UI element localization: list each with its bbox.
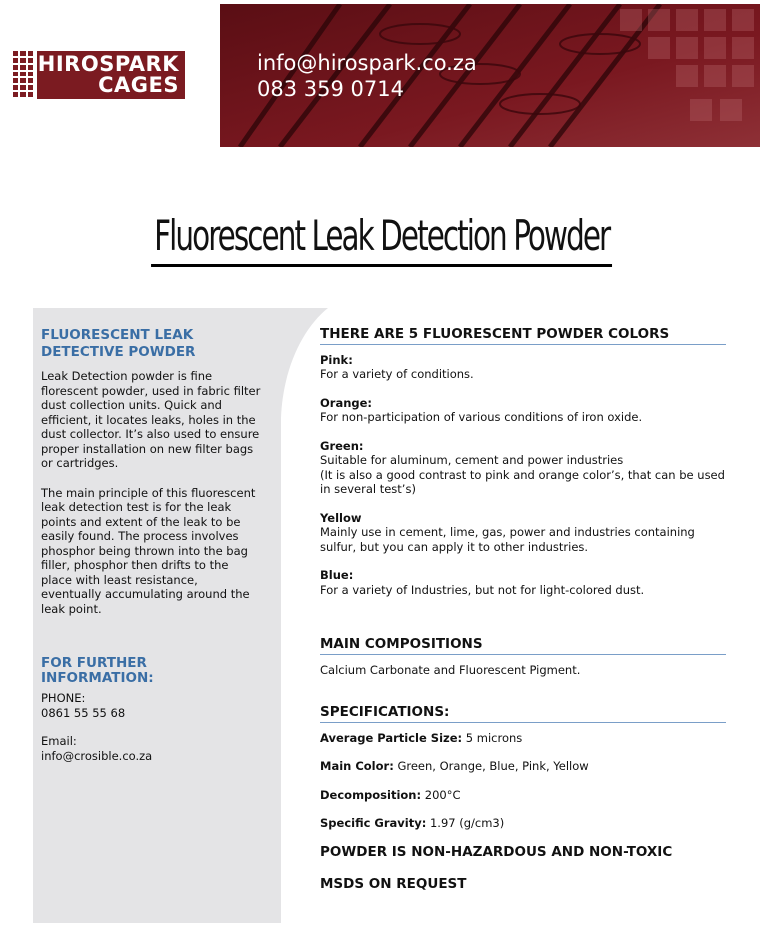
spec-value: 1.97 (g/cm3) (429, 816, 505, 830)
sidebar-paragraph-2: The main principle of this fluorescent leak detection test is for the leak points and extent of the leak to be easily found. The process involves phosphor being thrown into the bag filler, phosphor then drifts to the place with least resistance, eventually accumulating around the leak point. (41, 485, 256, 616)
compositions-text: Calcium Carbonate and Fluorescent Pigment. (320, 662, 581, 677)
sidebar-heading: FLUORESCENT LEAK DETECTIVE POWDER (41, 327, 196, 360)
page-title: Fluorescent Leak Detection Powder (151, 210, 612, 267)
spec-specific-gravity (320, 816, 726, 831)
logo-line-1: HIROSPARK (37, 52, 179, 76)
color-item-yellow (320, 511, 726, 555)
spec-label: Main Color: (320, 759, 394, 773)
spec-value: 200°C (424, 787, 461, 802)
color-text: For a variety of Industries, but not for light-colored dust. (320, 582, 645, 597)
spec-particle-size (320, 731, 726, 746)
spec-label: Average Particle Size: (320, 730, 463, 745)
spec-main-color (320, 759, 726, 774)
email-label: Email: (41, 734, 77, 748)
non-hazardous-note: POWDER IS NON-HAZARDOUS AND NON-TOXIC (320, 843, 673, 860)
color-name: Blue: (320, 568, 354, 582)
spec-label: Specific Gravity: (320, 816, 427, 830)
further-info-heading: FOR FURTHER INFORMATION: (41, 655, 154, 686)
sidebar-paragraph-1: Leak Detection powder is fine florescent powder, used in fabric filter dust collection units. Quick and efficient, it locates leaks, holes in the dust collector. It’s also used to ensure proper installation on new filter bags or cartridges. (41, 369, 261, 470)
email-value[interactable]: info@crosible.co.za (41, 748, 153, 763)
spec-value: 5 microns (465, 730, 523, 745)
logo-wordmark (37, 51, 185, 99)
spec-value: Green, Orange, Blue, Pink, Yellow (397, 759, 589, 773)
color-item-pink (320, 353, 726, 382)
color-item-blue (320, 568, 726, 597)
banner-email[interactable]: info@hirospark.co.za (257, 51, 477, 75)
color-text: For a variety of conditions. (320, 367, 474, 381)
color-name: Orange: (320, 395, 373, 410)
color-text: Suitable for aluminum, cement and power industries (320, 453, 624, 467)
color-item-green (320, 439, 726, 497)
logo-grid-icon (13, 51, 33, 97)
sidebar (41, 327, 261, 763)
colors-heading: THERE ARE 5 FLUORESCENT POWDER COLORS (320, 327, 726, 345)
logo-line-2: CAGES (98, 73, 179, 97)
company-logo (13, 51, 185, 99)
msds-note: MSDS ON REQUEST (320, 876, 467, 892)
color-note: (It is also a good contrast to pink and orange color’s, that can be used in several test’s) (320, 467, 725, 496)
color-text: Mainly use in cement, lime, gas, power and industries containing sulfur, but you can apply it to other industries. (320, 525, 695, 554)
color-name: Green: (320, 438, 364, 453)
header-banner (220, 4, 760, 147)
phone-value[interactable]: 0861 55 55 68 (41, 705, 126, 720)
color-text: For non-participation of various conditions of iron oxide. (320, 410, 643, 424)
compositions-heading: MAIN COMPOSITIONS (320, 637, 726, 655)
color-name: Pink: (320, 352, 353, 367)
phone-label: PHONE: (41, 691, 86, 705)
page-title-wrap (0, 210, 764, 267)
specifications-heading: SPECIFICATIONS: (320, 705, 726, 723)
banner-contact (257, 50, 477, 102)
banner-phone[interactable]: 083 359 0714 (257, 77, 404, 101)
spec-label: Decomposition: (320, 787, 422, 802)
color-name: Yellow (320, 510, 362, 525)
main-content (320, 327, 726, 892)
spec-decomposition (320, 788, 726, 803)
color-item-orange (320, 396, 726, 425)
